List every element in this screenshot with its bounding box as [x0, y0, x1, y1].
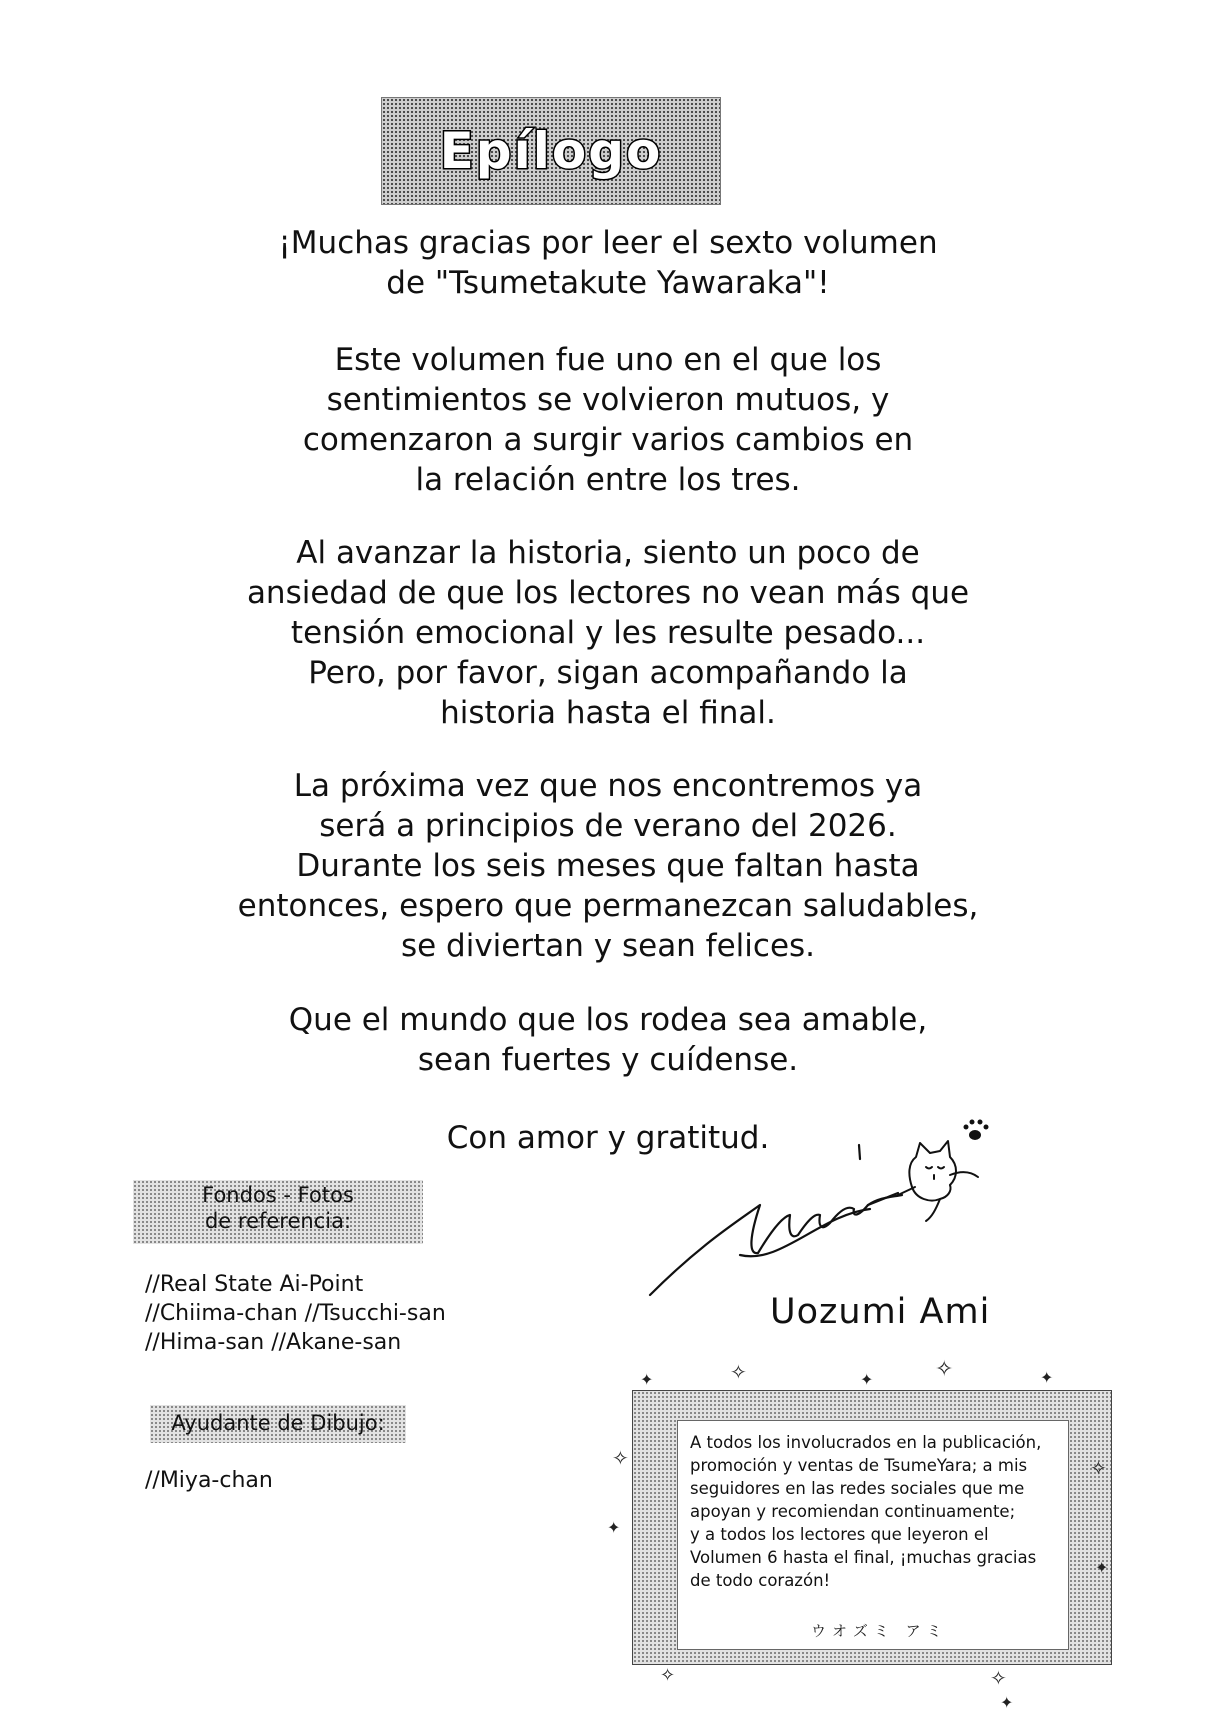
- backgrounds-credit-label: [133, 1180, 423, 1244]
- paragraph-next: [200, 766, 1016, 966]
- text-line: se diviertan y sean felices.: [400, 928, 816, 964]
- assistant-credit-label: [150, 1405, 406, 1443]
- sparkle-icon: ✦: [1040, 1368, 1054, 1387]
- author-name: Uozumi Ami: [770, 1292, 991, 1332]
- text-line: comenzaron a surgir varios cambios en: [302, 422, 914, 458]
- sparkle-icon: ✦: [860, 1370, 874, 1389]
- sparkle-icon: ✦: [1095, 1558, 1109, 1577]
- sparkle-icon: ✦: [607, 1518, 621, 1537]
- sparkle-icon: ✧: [730, 1360, 747, 1384]
- signature-stroke: [859, 1145, 860, 1159]
- note-line: y a todos los lectores que leyeron el: [690, 1525, 989, 1544]
- note-line: promoción y ventas de TsumeYara; a mis: [690, 1456, 1028, 1475]
- list-item: //Miya-chan: [145, 1468, 273, 1493]
- note-line: apoyan y recomiendan continuamente;: [690, 1502, 1016, 1521]
- cat-doodle-icon: [898, 1141, 978, 1221]
- label-line: de referencia:: [204, 1209, 352, 1233]
- text-line: tensión emocional y les resulte pesado...: [290, 615, 926, 651]
- text-line: ansiedad de que los lectores no vean más que: [246, 575, 970, 611]
- list-item: //Real State Ai-Point: [145, 1272, 364, 1297]
- note-line: A todos los involucrados en la publicación,: [690, 1433, 1042, 1452]
- text-line: Pero, por favor, sigan acompañando la: [308, 655, 908, 691]
- title-banner: [381, 97, 721, 205]
- paragraph-story: [200, 533, 1016, 733]
- paragraph-wish: [200, 1000, 1016, 1080]
- list-item: //Hima-san //Akane-san: [145, 1330, 402, 1355]
- text-line: sentimientos se volvieron mutuos, y: [326, 382, 890, 418]
- text-line: historia hasta el final.: [440, 695, 776, 731]
- text-line: Este volumen fue uno en el que los: [334, 342, 882, 378]
- sparkle-icon: ✦: [1000, 1693, 1014, 1712]
- text-line: Que el mundo que los rodea sea amable,: [288, 1002, 928, 1038]
- paragraph-thanks: [200, 223, 1016, 303]
- sparkle-icon: ✦: [640, 1370, 654, 1389]
- text-line: Al avanzar la historia, siento un poco de: [296, 535, 920, 571]
- text-line: la relación entre los tres.: [415, 462, 801, 498]
- text-line: Con amor y gratitud.: [446, 1120, 770, 1156]
- signature-stroke: [868, 1193, 898, 1205]
- assistant-credit-list: [145, 1466, 273, 1495]
- page-title: Epílogo: [439, 122, 663, 180]
- paragraph-volume: [200, 340, 1016, 500]
- text-line: La próxima vez que nos encontremos ya: [293, 768, 923, 804]
- list-item: //Chiima-chan //Tsucchi-san: [145, 1301, 446, 1326]
- sparkle-icon: ✧: [660, 1665, 676, 1686]
- text-line: de "Tsumetakute Yawaraka"!: [386, 265, 830, 301]
- label-line: Fondos - Fotos: [202, 1183, 354, 1207]
- thanks-note-signature: ウオズミ アミ: [811, 1622, 948, 1640]
- backgrounds-credit-list: [145, 1270, 446, 1357]
- thanks-note: [677, 1420, 1069, 1650]
- sparkle-icon: ✧: [1090, 1456, 1107, 1480]
- note-line: Volumen 6 hasta el final, ¡muchas gracias: [690, 1548, 1037, 1567]
- text-line: ¡Muchas gracias por leer el sexto volumen: [278, 225, 938, 261]
- note-line: seguidores en las redes sociales que me: [690, 1479, 1025, 1498]
- sparkle-icon: ✧: [990, 1666, 1007, 1690]
- sparkle-icon: ✧: [935, 1357, 954, 1382]
- note-line: de todo corazón!: [690, 1571, 831, 1590]
- paw-print-icon: [964, 1120, 989, 1141]
- sparkle-icon: ✧: [612, 1446, 629, 1470]
- text-line: será a principios de verano del 2026.: [319, 808, 897, 844]
- text-line: Durante los seis meses que faltan hasta: [296, 848, 920, 884]
- text-line: entonces, espero que permanezcan saludables,: [237, 888, 979, 924]
- label-line: Ayudante de Dibujo:: [171, 1411, 385, 1435]
- text-line: sean fuertes y cuídense.: [417, 1042, 799, 1078]
